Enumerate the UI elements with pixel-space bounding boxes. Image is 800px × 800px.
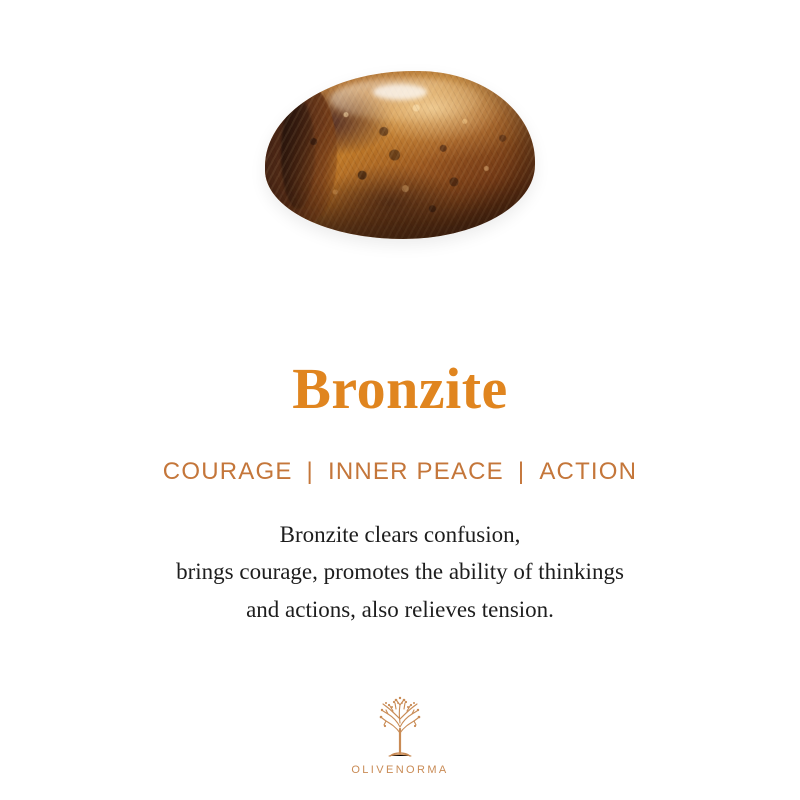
- stone-body: [265, 71, 535, 239]
- keyword-action: ACTION: [539, 458, 638, 485]
- keyword-separator: |: [306, 458, 314, 485]
- description-line: and actions, also relieves tension.: [246, 596, 554, 622]
- keyword-courage: COURAGE: [162, 458, 293, 485]
- stone-bottom-shading: [265, 179, 535, 239]
- brand-name: OLIVENORMA: [351, 764, 449, 776]
- page-title: Bronzite: [292, 356, 508, 421]
- keyword-list: [163, 458, 637, 486]
- tree-of-life-icon: [365, 689, 435, 761]
- keyword-inner-peace: INNER PEACE: [327, 458, 504, 485]
- stone-specular-highlight: [373, 84, 427, 99]
- description-line: brings courage, promotes the ability of thinkings: [176, 559, 624, 585]
- brand-logo: [0, 689, 800, 776]
- stone-image-area: [0, 0, 800, 330]
- keyword-separator: |: [517, 458, 526, 485]
- description-line: Bronzite clears confusion,: [279, 522, 521, 547]
- description-text: [70, 516, 730, 628]
- bronzite-stone-image: [265, 71, 535, 241]
